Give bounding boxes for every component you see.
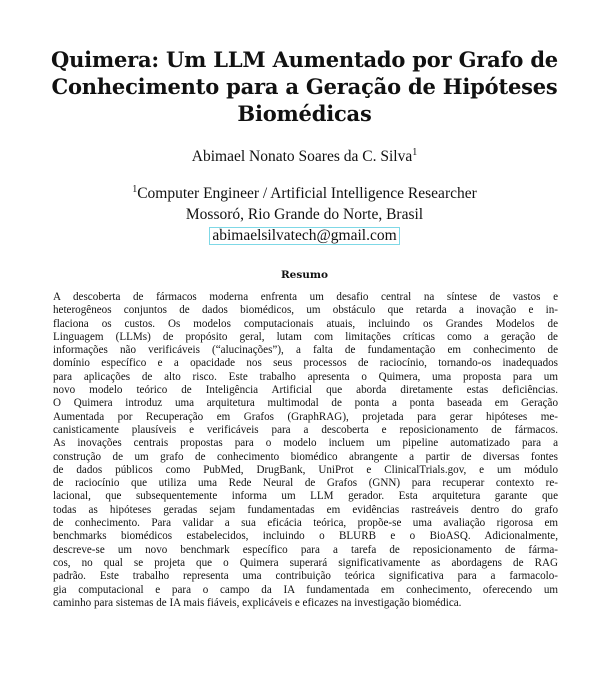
paper-title [30,46,579,127]
title-line: Biomédicas [237,101,372,126]
abstract-line: As inovações centrais propostas para o modelo incluem um pipeline automatizado para a [53,437,558,450]
abstract-line: para aplicações de alto risco. Este trabalho apresenta o Quimera, uma proposta para um [53,370,558,383]
abstract-line: flaciona os custos. Os modelos computacionais atuais, incluindo os Grandes Modelos de [53,317,558,330]
abstract-line: de conhecimento. Para validar a sua eficácia teórica, propõe-se uma avaliação rigorosa em [53,517,558,530]
author-name: Abimael Nonato Soares da C. Silva [191,148,413,165]
affiliation-block [0,183,609,246]
abstract-line: lacional, que subsequentemente informa um LLM gerador. Esta arquitetura garante que [53,490,558,503]
abstract-line: gia computacional e para o campo da IA fundamentada em conhecimento, oferecendo um [53,583,558,596]
abstract-line: Linguagem (LLMs) de propósito geral, lutam com limitações críticas como a geração de [53,330,558,343]
abstract-line: domínio específico e a opacidade nos seus processos de raciocínio, tornando-os inadequados [53,357,558,370]
abstract-line: Aumentada por Recuperação em Grafos (GraphRAG), projetada para gerar hipóteses me- [53,410,558,423]
author-affiliation-mark: 1 [412,147,418,158]
affiliation-mark: 1 [132,184,138,195]
abstract-line: canisticamente plausíveis e verificáveis para a descoberta e reposicionamento de fármacos. [53,423,558,436]
abstract-line: benchmarks biomédicos estabelecidos, incluindo o BLURB e o BioASQ. Adicionalmente, [53,530,558,543]
abstract-line: cos, no qual se projeta que o Quimera superará significativamente as abordagens de RAG [53,556,558,569]
abstract-line: de raciocínio que utiliza uma Rede Neural de Grafos (GNN) para recuperar contexto re- [53,477,558,490]
abstract-line: descreve-se um novo benchmark específico para a tarefa de reposicionamento de fárma- [53,543,558,556]
email-link[interactable]: abimaelsilvatech@gmail.com [209,227,399,245]
abstract-line: construção de um grafo de conhecimento biomédico abrangente a partir de diversas fontes [53,450,558,463]
abstract-line: caminho para sistemas de IA mais fiáveis, explicáveis e eficazes na investigação biomédica. [53,596,462,609]
title-line: Quimera: Um LLM Aumentado por Grafo de [51,47,558,72]
abstract-line: padrão. Este trabalho representa uma contribuição teórica significativa para a farmacolo- [53,570,558,583]
abstract-line: novo modelo teórico de Inteligência Artificial que aborda diretamente estas deficiências. [53,384,558,397]
affiliation-role: Computer Engineer / Artificial Intelligence Researcher [137,185,477,202]
title-line: Conhecimento para a Geração de Hipóteses [51,74,558,99]
abstract-line: informações não verificáveis (“alucinações”), a falta de fundamentação em conhecimento de [53,344,558,357]
abstract-body [53,291,558,610]
affiliation-role-line [0,183,609,204]
abstract-line: A descoberta de fármacos moderna enfrenta um desafio central na síntese de vastos e [53,291,558,303]
abstract-line: todas as hipóteses geradas sejam fundamentadas em evidências rastreáveis dentro do grafo [53,503,558,516]
author-line [0,148,609,166]
abstract-heading: Resumo [280,269,329,281]
abstract-line: heterogêneos conjuntos de dados biomédicos, um obstáculo que retarda a inovação e in- [53,304,558,317]
affiliation-location: Mossoró, Rio Grande do Norte, Brasil [185,206,424,223]
abstract-line: O Quimera introduz uma arquitetura multimodal de ponta a ponta baseada em Geração [53,397,558,410]
abstract-line: de dados públicos como PubMed, DrugBank, UniProt e ClinicalTrials.gov, e um módulo [53,463,558,476]
